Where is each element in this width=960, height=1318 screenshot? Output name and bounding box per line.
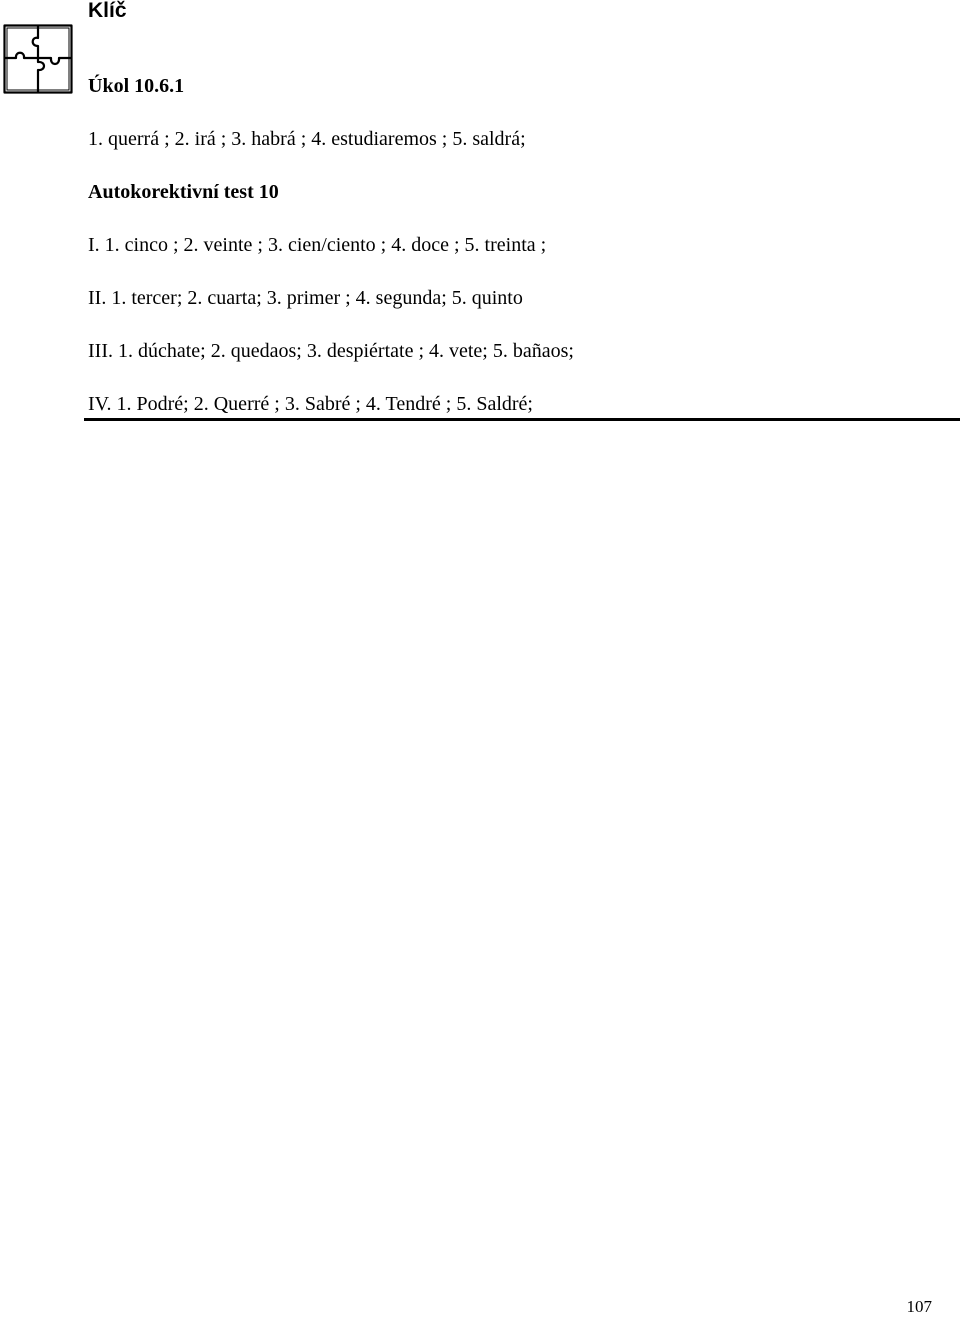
task-title: Úkol 10.6.1 [88,75,185,97]
test-title: Autokorektivní test 10 [88,181,279,203]
page-number: 107 [906,1297,932,1316]
page-heading: Klíč [88,0,127,22]
puzzle-icon [3,24,73,94]
section-divider [84,418,960,421]
test-row-1: I. 1. cinco ; 2. veinte ; 3. cien/ciento ; 4. doce ; 5. treinta ; [88,234,547,256]
task-answers: 1. querrá ; 2. irá ; 3. habrá ; 4. estudiaremos ; 5. saldrá; [88,128,526,150]
test-row-2: II. 1. tercer; 2. cuarta; 3. primer ; 4. segunda; 5. quinto [88,287,523,309]
test-row-4: IV. 1. Podré; 2. Querré ; 3. Sabré ; 4. Tendré ; 5. Saldré; [88,393,533,415]
test-row-3: III. 1. dúchate; 2. quedaos; 3. despiértate ; 4. vete; 5. bañaos; [88,340,574,362]
